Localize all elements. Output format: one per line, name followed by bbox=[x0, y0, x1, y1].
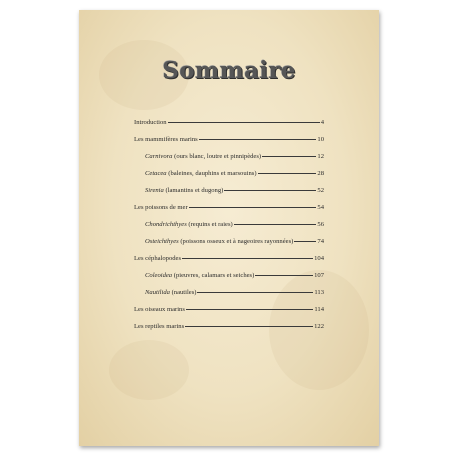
toc-subentry[interactable] bbox=[134, 289, 324, 306]
toc-entry-label: Les reptiles marins bbox=[134, 323, 185, 330]
toc-page-number: 12 bbox=[317, 153, 324, 160]
toc-page-number: 113 bbox=[314, 289, 324, 296]
toc-entry-label: Nautilida (nautiles) bbox=[145, 289, 197, 296]
toc-entry[interactable] bbox=[134, 204, 324, 221]
toc-entry-label: Les mammifères marins bbox=[134, 136, 198, 143]
toc-entry-label: Les oiseaux marins bbox=[134, 306, 185, 313]
toc-page-number: 10 bbox=[317, 136, 324, 143]
toc-page-number: 56 bbox=[317, 221, 324, 228]
toc-page-number: 28 bbox=[317, 170, 324, 177]
dot-leader bbox=[294, 241, 316, 242]
page-title: Sommaire bbox=[162, 57, 296, 84]
dot-leader bbox=[224, 190, 316, 191]
taxon-name: Cetacea bbox=[145, 170, 167, 177]
toc-entry-label: Chondrichthyes (requins et raies) bbox=[145, 221, 233, 228]
taxon-name: Chondrichthyes bbox=[145, 221, 187, 228]
toc-entry[interactable] bbox=[134, 255, 324, 272]
toc-page-number: 104 bbox=[314, 255, 324, 262]
toc-subentry[interactable] bbox=[134, 272, 324, 289]
dot-leader bbox=[168, 122, 320, 123]
toc-page-number: 114 bbox=[314, 306, 324, 313]
toc-page-number: 107 bbox=[314, 272, 324, 279]
toc-entry-label: Introduction bbox=[134, 119, 167, 126]
dot-leader bbox=[182, 258, 313, 259]
toc-subentry[interactable] bbox=[134, 170, 324, 187]
toc-entry-label: Sirenia (lamantins et dugong) bbox=[145, 187, 224, 194]
dot-leader bbox=[186, 309, 313, 310]
dot-leader bbox=[262, 156, 316, 157]
taxon-name: Coleoidea bbox=[145, 272, 173, 279]
toc-page-number: 52 bbox=[317, 187, 324, 194]
toc-entry[interactable] bbox=[134, 119, 324, 136]
dot-leader bbox=[234, 224, 317, 225]
toc-entry[interactable] bbox=[134, 306, 324, 323]
toc-entry-label: Carnivora (ours blanc, loutre et pinnipèdes) bbox=[145, 153, 262, 160]
toc-page-number: 74 bbox=[317, 238, 324, 245]
toc-entry[interactable] bbox=[134, 136, 324, 153]
taxon-name: Nautilida bbox=[145, 289, 170, 296]
toc-page-number: 54 bbox=[317, 204, 324, 211]
toc-subentry[interactable] bbox=[134, 153, 324, 170]
toc-entry-label: Les poissons de mer bbox=[134, 204, 188, 211]
toc-entry-label: Cetacea (baleines, dauphins et marsouins) bbox=[145, 170, 257, 177]
toc-page-number: 4 bbox=[320, 119, 324, 126]
toc-subentry[interactable] bbox=[134, 221, 324, 238]
dot-leader bbox=[185, 326, 313, 327]
dot-leader bbox=[197, 292, 313, 293]
toc-entry[interactable] bbox=[134, 323, 324, 340]
dot-leader bbox=[258, 173, 317, 174]
dot-leader bbox=[189, 207, 317, 208]
taxon-name: Osteichthyes bbox=[145, 238, 179, 245]
toc-subentry[interactable] bbox=[134, 238, 324, 255]
paper-stain bbox=[109, 340, 189, 400]
toc-entry-label: Coleoidea (pieuvres, calamars et seiches) bbox=[145, 272, 255, 279]
table-of-contents bbox=[134, 119, 324, 340]
toc-page-number: 122 bbox=[314, 323, 324, 330]
toc-entry-label: Les céphalopodes bbox=[134, 255, 182, 262]
dot-leader bbox=[255, 275, 313, 276]
parchment-page bbox=[79, 10, 379, 446]
dot-leader bbox=[199, 139, 317, 140]
taxon-name: Sirenia bbox=[145, 187, 164, 194]
toc-entry-label: Osteichthyes (poissons osseux et à nageoires rayonnées) bbox=[145, 238, 294, 245]
toc-subentry[interactable] bbox=[134, 187, 324, 204]
taxon-name: Carnivora bbox=[145, 153, 173, 160]
